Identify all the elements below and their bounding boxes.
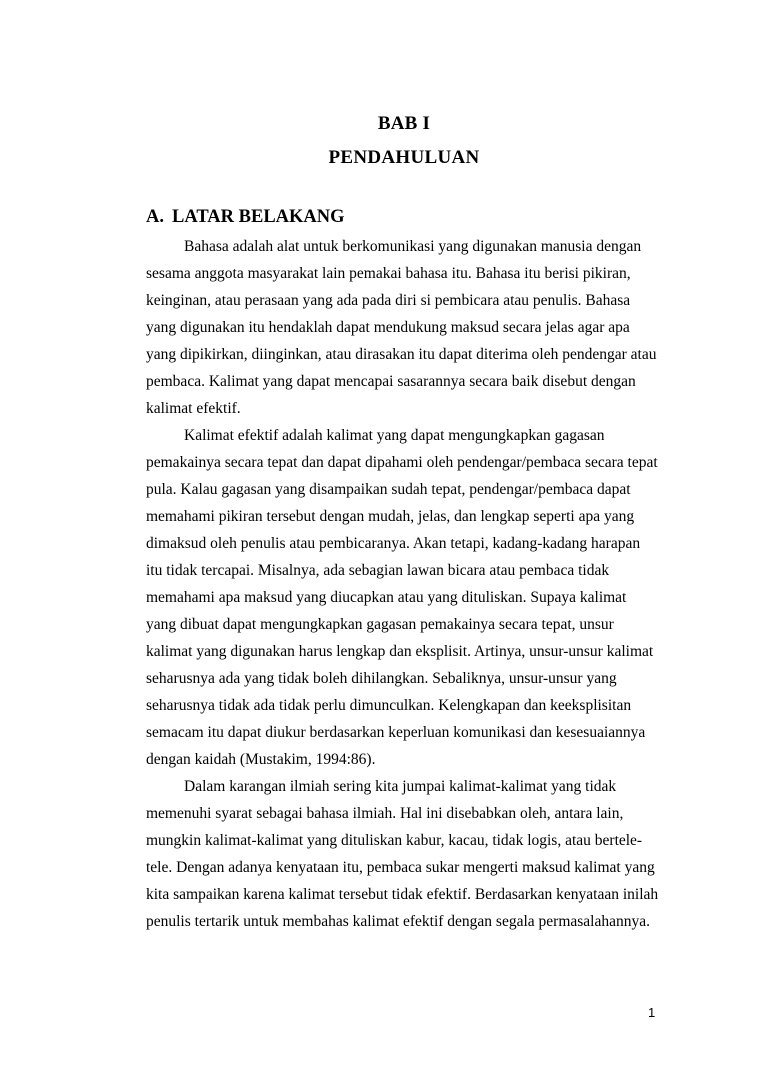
paragraph-line: kita sampaikan karena kalimat tersebut tidak efektif. Berdasarkan kenyataan inilah [146,886,659,903]
paragraph-line: dimaksud oleh penulis atau pembicaranya. Akan tetapi, kadang-kadang harapan [146,535,641,552]
paragraph-line: pula. Kalau gagasan yang disampaikan sudah tepat, pendengar/pembaca dapat [146,481,631,498]
paragraph-line: itu tidak tercapai. Misalnya, ada sebagian lawan bicara atau pembaca tidak [146,562,610,579]
page-number: 1 [648,1005,656,1020]
paragraph-line: yang dipikirkan, diinginkan, atau dirasakan itu dapat diterima oleh pendengar atau [146,346,657,363]
paragraph-line: pembaca. Kalimat yang dapat mencapai sasarannya secara baik disebut dengan [146,373,636,390]
paragraph-line: Dalam karangan ilmiah sering kita jumpai kalimat-kalimat yang tidak [184,778,617,795]
body-text [146,233,666,935]
paragraph-line: tele. Dengan adanya kenyataan itu, pembaca sukar mengerti maksud kalimat yang [146,859,655,876]
paragraph-line: keinginan, atau perasaan yang ada pada diri si pembicara atau penulis. Bahasa [146,292,631,309]
paragraph-line: kalimat efektif. [146,400,241,417]
paragraph-line: dengan kaidah (Mustakim, 1994:86). [146,751,376,768]
paragraph-line: sesama anggota masyarakat lain pemakai bahasa itu. Bahasa itu berisi pikiran, [146,265,631,282]
section-heading [146,205,345,229]
chapter-title: PENDAHULUAN [328,147,480,168]
section-title: LATAR BELAKANG [172,207,345,227]
paragraph-line: Kalimat efektif adalah kalimat yang dapat mengungkapkan gagasan [184,427,605,444]
paragraph-line: pemakainya secara tepat dan dapat dipahami oleh pendengar/pembaca secara tepat [146,454,658,471]
paragraph-line: memahami apa maksud yang diucapkan atau yang dituliskan. Supaya kalimat [146,589,627,606]
paragraph-3 [146,773,666,935]
paragraph-line: memahami pikiran tersebut dengan mudah, jelas, dan lengkap seperti apa yang [146,508,635,525]
paragraph-line: kalimat yang digunakan harus lengkap dan eksplisit. Artinya, unsur-unsur kalimat [146,643,654,660]
chapter-number: BAB I [377,113,431,134]
paragraph-line: yang digunakan itu hendaklah dapat mendukung maksud secara jelas agar apa [146,319,630,336]
paragraph-line: memenuhi syarat sebagai bahasa ilmiah. Hal ini disebabkan oleh, antara lain, [146,805,624,822]
paragraph-line: penulis tertarik untuk membahas kalimat efektif dengan segala permasalahannya. [146,913,650,930]
paragraph-line: semacam itu dapat diukur berdasarkan keperluan komunikasi dan kesesuaiannya [146,724,646,741]
paragraph-line: seharusnya ada yang tidak boleh dihilangkan. Sebaliknya, unsur-unsur yang [146,670,617,687]
paragraph-line: mungkin kalimat-kalimat yang dituliskan kabur, kacau, tidak logis, atau bertele- [146,832,643,849]
section-letter: A. [146,207,164,227]
paragraph-2 [146,422,666,773]
paragraph-line: Bahasa adalah alat untuk berkomunikasi yang digunakan manusia dengan [184,238,642,255]
paragraph-1 [146,233,666,422]
paragraph-line: yang dibuat dapat mengungkapkan gagasan pemakainya secara tepat, unsur [146,616,614,633]
paragraph-line: seharusnya tidak ada tidak perlu dimunculkan. Kelengkapan dan keeksplisitan [146,697,632,714]
